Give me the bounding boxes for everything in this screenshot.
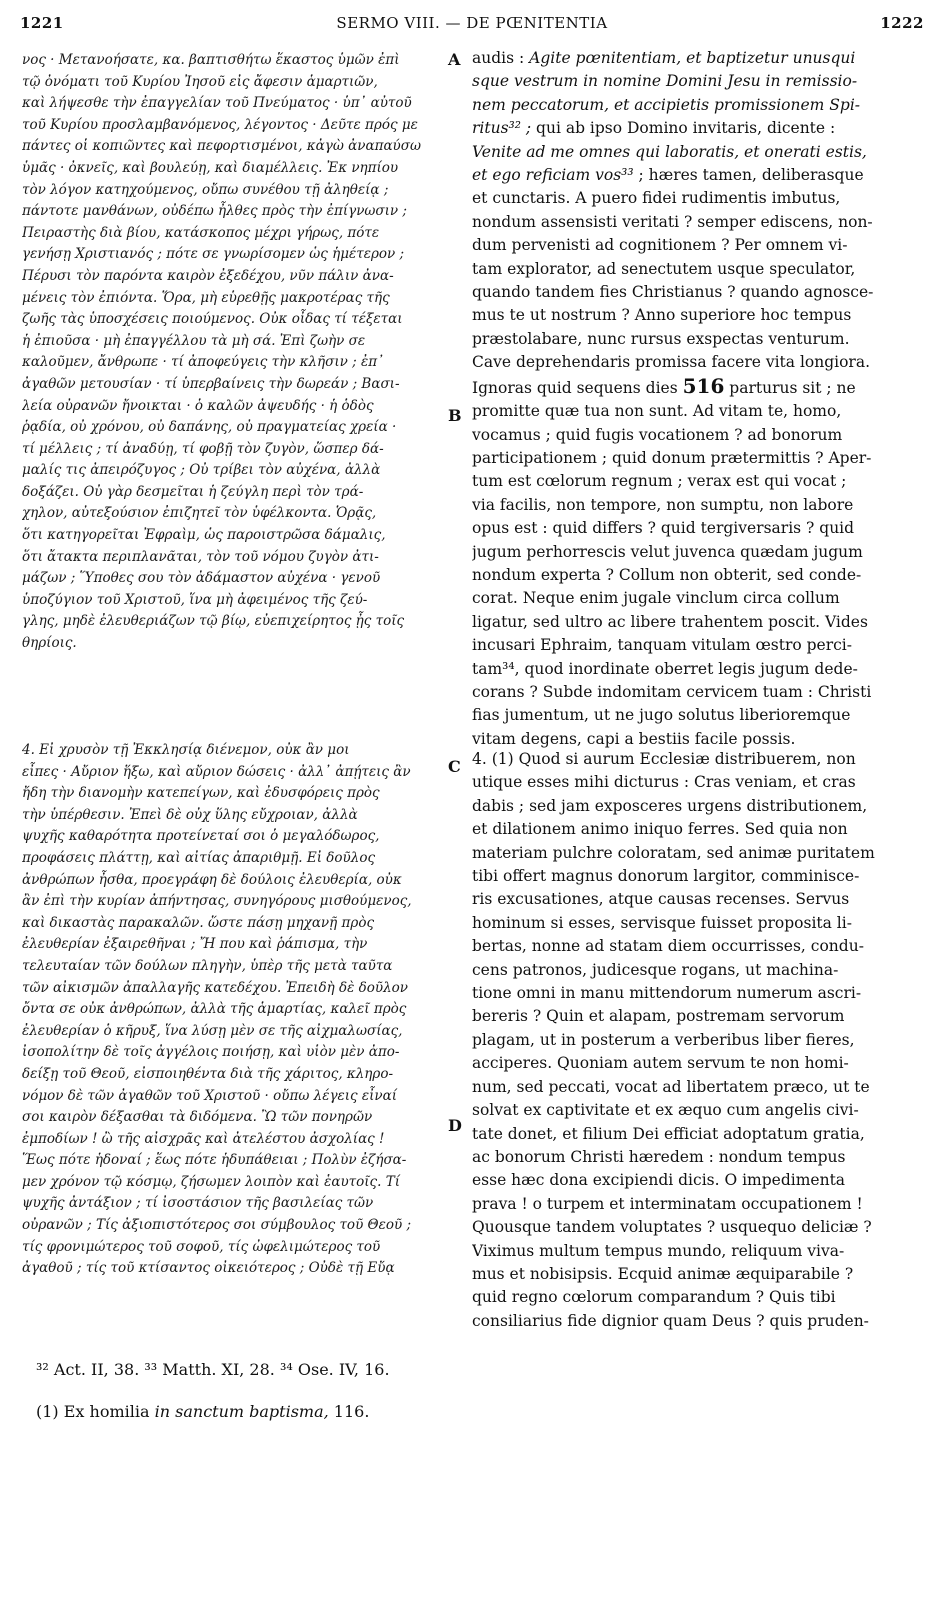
- latin-column-block-2: [472, 748, 910, 1333]
- greek-line: τελευταίαν τῶν δούλων πληγὴν, ὑπὲρ τῆς μετὰ ταῦτα: [22, 957, 393, 974]
- latin-text-segment: Agite pœnitentiam, et baptizetur unusqui: [529, 49, 856, 67]
- greek-line: μένεις τὸν ἐπιόντα. Ὅρα, μὴ εὑρεθῇς μακροτέρας τῆς: [22, 289, 390, 306]
- greek-line: σοι καιρὸν δέξασθαι τὰ διδόμενα. Ὢ τῶν πονηρῶν: [22, 1109, 373, 1126]
- greek-line: τὴν ὑπέρθεσιν. Ἐπεὶ δὲ οὐχ ὕλης εὔχροιαν, ἀλλὰ: [22, 806, 358, 823]
- latin-line: tate donet, et filium Dei efficiat adoptatum gratia,: [472, 1124, 865, 1143]
- latin-column-block-1: [472, 47, 910, 751]
- latin-text-segment: et ego reficiam vos³³: [472, 166, 634, 185]
- greek-line: ἂν ἐπὶ τὴν κυρίαν ἀπήντησας, συνηγόρους μισθούμενος,: [22, 893, 412, 910]
- greek-line: πάντοτε μανθάνων, οὐδέπω ἦλθες πρὸς τὴν ἐπίγνωσιν ;: [22, 203, 407, 220]
- latin-line: 4. (1) Quod si aurum Ecclesiæ distribuerem, non: [472, 750, 856, 768]
- latin-line: [472, 328, 910, 351]
- latin-line: [472, 541, 910, 564]
- greek-line: πάντες οἱ κοπιῶντες καὶ πεφορτισμένοι, κἀγὼ ἀναπαύσω: [22, 138, 421, 155]
- latin-text-segment: audis :: [472, 49, 530, 67]
- greek-line: ψυχῆς ἀντάξιον ; τί ἰσοστάσιον τῆς βασιλείας τῶν: [22, 1195, 374, 1212]
- greek-line: θηρίοις.: [22, 635, 77, 652]
- latin-line: [472, 681, 910, 704]
- page-header: [20, 14, 924, 38]
- greek-line: τῷ ὀνόματι τοῦ Κυρίου Ἰησοῦ εἰς ἄφεσιν ἁμαρτιῶν,: [22, 73, 378, 90]
- latin-line: [472, 611, 910, 634]
- greek-line: ἐμποδίων ! ὢ τῆς αἰσχρᾶς καὶ ἀτελέστου ἀσχολίας !: [22, 1130, 385, 1147]
- latin-line: [472, 117, 910, 140]
- greek-line: ἀγαθῶν μετουσίαν · τί ὑπερβαίνεις τὴν δωρεάν ; Βασι-: [22, 375, 400, 392]
- latin-text-segment: corat. Neque enim jugale vinclum circa collum: [472, 589, 840, 608]
- latin-line: [472, 424, 910, 447]
- greek-line: γενήσῃ Χριστιανός ; πότε σε γνωρίσομεν ὡς ἡμέτερον ;: [22, 246, 405, 263]
- greek-line: ψυχῆς καθαρότητα προτείνεταί σοι ὁ μεγαλόδωρος,: [22, 828, 380, 845]
- latin-line: [472, 70, 910, 93]
- footnote-note-italic: in sanctum baptisma,: [154, 1402, 329, 1421]
- greek-line: μαλίς τις ἀπειρόζυγος ; Οὐ τρίβει τὸν αὐχένα, ἀλλὰ: [22, 462, 381, 479]
- greek-line: ὑποζύγιον τοῦ Χριστοῦ, ἵνα μὴ ἀφειμένος τῆς ζεύ-: [22, 591, 368, 608]
- latin-line: bertas, nonne ad statam diem occurrisses, condu-: [472, 937, 864, 956]
- latin-line: [472, 234, 910, 257]
- latin-text-segment: tum est cœlorum regnum ; verax est qui vocat ;: [472, 472, 847, 491]
- latin-text-segment: jugum perhorrescis velut juvenca quædam jugum: [472, 542, 863, 561]
- latin-line: [472, 517, 910, 540]
- greek-line: δείξῃ τοῦ Θεοῦ, εἰσποιηθέντα διὰ τῆς χάριτος, κληρο-: [22, 1065, 394, 1082]
- latin-line: Quousque tandem voluptates ? usquequo deliciæ ?: [472, 1218, 872, 1237]
- latin-line: [472, 658, 910, 681]
- greek-line: εἶπες · Αὔριον ἥξω, καὶ αὔριον δώσεις · ἀλλ᾽ ἀπῄτεις ἂν: [22, 763, 411, 780]
- greek-column-block-1: [22, 50, 444, 655]
- latin-text-segment: sque vestrum in nomine Domini Jesu in remissio-: [472, 72, 858, 91]
- greek-line: τῶν αἰκισμῶν ἀπαλλαγῆς κατεδέχου. Ἐπειδὴ δὲ δοῦλον: [22, 979, 408, 996]
- latin-line: [472, 587, 910, 610]
- latin-text-segment: nem peccatorum, et accipietis promissionem Spi-: [472, 95, 861, 114]
- latin-line: [472, 375, 910, 400]
- latin-line: hominum si esses, servisque fuisset proposita li-: [472, 913, 852, 932]
- latin-line: [472, 281, 910, 304]
- footnote-note: [36, 1402, 369, 1421]
- latin-line: [472, 447, 910, 470]
- latin-text-segment: ritus³² ;: [472, 119, 532, 138]
- latin-line: solvat ex captivitate et ex æquo cum angelis civi-: [472, 1101, 859, 1120]
- greek-line: ὑμᾶς · ὀκνεῖς, καὶ βουλεύῃ, καὶ διαμέλλεις. Ἐκ νηπίου: [22, 159, 399, 176]
- greek-line: προφάσεις πλάττῃ, καὶ αἰτίας ἀπαριθμῇ. Εἰ δοῦλος: [22, 849, 376, 866]
- latin-line: esse hæc dona excipiendi dicis. O impedimenta: [472, 1171, 846, 1190]
- greek-line: ἡ ἐπιοῦσα · μὴ ἐπαγγέλλου τὰ μὴ σά. Ἐπὶ ζωὴν σε: [22, 332, 366, 349]
- left-page-number: 1221: [20, 14, 64, 32]
- latin-line: [472, 141, 910, 164]
- greek-line: ὄντα σε οὐκ ἀνθρώπων, ἀλλὰ τῆς ἁμαρτίας, καλεῖ πρὸς: [22, 1001, 407, 1018]
- latin-line: [472, 494, 910, 517]
- greek-line: ἤδη τὴν διανομὴν κατεπείγων, καὶ ἐδυσφόρεις πρὸς: [22, 785, 380, 802]
- latin-line: [472, 304, 910, 327]
- greek-line: τίς φρονιμώτερος τοῦ σοφοῦ, τίς ὠφελιμώτερος τοῦ: [22, 1238, 381, 1255]
- latin-line: et dilationem animo iniquo ferres. Sed quia non: [472, 820, 848, 839]
- latin-line: bereris ? Quin et alapam, postremam servorum: [472, 1007, 845, 1026]
- margin-letter-c: C: [448, 757, 461, 776]
- latin-line: quid regno cœlorum comparandum ? Quis tibi: [472, 1288, 836, 1307]
- latin-text-segment: promitte quæ tua non sunt. Ad vitam te, homo,: [472, 402, 842, 421]
- latin-line: prava ! o turpem et interminatam occupationem !: [472, 1194, 863, 1213]
- latin-text-segment: qui ab ipso Domino invitaris, dicente :: [531, 119, 836, 138]
- greek-line: μεν χρόνον τῷ κόσμῳ, ζήσωμεν λοιπὸν καὶ ἑαυτοῖς. Τί: [22, 1173, 400, 1190]
- greek-line: ἐλευθερίαν ἐξαιρεθῆναι ; Ἤ που καὶ ῥάπισμα, τὴν: [22, 936, 368, 953]
- latin-line: utique esses mihi dicturus : Cras veniam, et cras: [472, 773, 856, 792]
- greek-line: δοξάζει. Οὐ γὰρ δεσμεῖται ἡ ζεύγλη περὶ τὸν τρά-: [22, 483, 364, 500]
- latin-line: num, sed peccati, vocat ad libertatem præco, ut te: [472, 1077, 870, 1096]
- greek-line: ὅτι ἄτακτα περιπλανᾶται, τὸν τοῦ νόμου ζυγὸν ἀτι-: [22, 548, 379, 565]
- latin-line: tione omni in manu mittendorum numerum ascri-: [472, 984, 862, 1003]
- greek-line: ἐλευθερίαν ὁ κῆρυξ, ἵνα λύσῃ μὲν σε τῆς αἰχμαλωσίας,: [22, 1022, 403, 1039]
- greek-line: καὶ λήψεσθε τὴν ἐπαγγελίαν τοῦ Πνεύματος · ὑπ᾽ αὐτοῦ: [22, 95, 412, 112]
- latin-text-segment: Venite ad me omnes qui laboratis, et onerati estis,: [472, 142, 867, 161]
- latin-line: mus et nobisipsis. Ecquid animæ æquiparabile ?: [472, 1264, 854, 1283]
- margin-letter-d: D: [448, 1116, 462, 1135]
- latin-line: tibi offert magnus donorum largitor, comminisce-: [472, 867, 860, 886]
- greek-line: ῥᾳδία, οὐ χρόνου, οὐ δαπάνης, οὐ πραγματείας χρεία ·: [22, 419, 397, 436]
- latin-text-segment: participationem ; quid donum prætermittis ? Aper-: [472, 448, 872, 467]
- latin-line: acciperes. Quoniam autem servum te non homi-: [472, 1054, 849, 1073]
- latin-text-segment: nondum experta ? Collum non obterit, sed conde-: [472, 565, 862, 584]
- footnote-references: ³² Act. II, 38. ³³ Matth. XI, 28. ³⁴ Ose. IV, 16.: [36, 1360, 390, 1379]
- greek-line: ὅτι κατηγορεῖται Ἐφραὶμ, ὡς παροιστρῶσα δάμαλις,: [22, 527, 386, 544]
- right-page-number: 1222: [880, 14, 924, 32]
- latin-text-segment: Ignoras quid sequens dies 516 parturus sit ; ne: [472, 374, 856, 398]
- greek-line: ἀγαθοῦ ; τίς τοῦ κτίσαντος οἰκειότερος ; Οὐδὲ τῇ Εὔᾳ: [22, 1260, 395, 1277]
- latin-text-segment: dum pervenisti ad cognitionem ? Per omnem vi-: [472, 236, 848, 255]
- latin-line: Viximus multum tempus mundo, reliquum viva-: [472, 1241, 845, 1260]
- latin-line: materiam pulchre coloratam, sed animæ puritatem: [472, 843, 875, 862]
- latin-line: [472, 704, 910, 727]
- latin-text-segment: ligatur, sed ultro ac libere trahentem poscit. Vides: [472, 612, 868, 631]
- greek-line: ζωῆς τὰς ὑποσχέσεις ποιούμενος. Οὐκ οἶδας τί τέξεται: [22, 311, 403, 328]
- greek-line: τί μέλλεις ; τί ἀναδύῃ, τί φοβῇ τὸν ζυγὸν, ὥσπερ δά-: [22, 440, 384, 457]
- latin-line: [472, 47, 910, 70]
- greek-line: νος · Μετανοήσατε, κα. βαπτισθήτω ἕκαστος ὑμῶν ἐπὶ: [22, 52, 400, 68]
- margin-letter-b: B: [448, 406, 462, 425]
- latin-line: consiliarius fide dignior quam Deus ? quis pruden-: [472, 1311, 869, 1330]
- margin-letter-a: A: [448, 50, 461, 69]
- greek-line: Πειραστὴς διὰ βίου, κατάσκοπος μέχρι γήρως, πότε: [22, 224, 380, 241]
- latin-text-segment: opus est : quid differs ? quid tergiversaris ? quid: [472, 519, 855, 538]
- greek-line: ἀνθρώπων ἦσθα, προεγράφη δὲ δούλοις ἐλευθερία, οὐκ: [22, 871, 402, 888]
- latin-text-segment: fias jumentum, ut ne jugo solutus liberioremque: [472, 706, 851, 725]
- greek-line: καλοῦμεν, ἄνθρωπε · τί ἀποφεύγεις τὴν κλῆσιν ; ἐπ᾽: [22, 354, 384, 371]
- latin-text-segment: corans ? Subde indomitam cervicem tuam : Christi: [472, 682, 872, 701]
- greek-line: Ἕως πότε ἡδοναί ; ἕως πότε ἡδυπάθειαι ; Πολὺν ἐζήσα-: [22, 1152, 407, 1169]
- latin-text-segment: tam³⁴, quod inordinate oberret legis jugum dede-: [472, 659, 858, 678]
- latin-line: [472, 187, 910, 210]
- greek-line: λεία οὐρανῶν ἤνοικται · ὁ καλῶν ἀψευδής · ἡ ὁδὸς: [22, 397, 374, 414]
- latin-line: [472, 470, 910, 493]
- greek-line: οὐρανῶν ; Τίς ἀξιοπιστότερος σοι σύμβουλος τοῦ Θεοῦ ;: [22, 1217, 412, 1234]
- latin-line: [472, 634, 910, 657]
- footnote-note-prefix: (1) Ex homilia: [36, 1402, 155, 1421]
- latin-line: plagam, ut in posterum a verberibus liber fieres,: [472, 1030, 855, 1049]
- greek-line: 4. Εἰ χρυσὸν τῇ Ἐκκλησίᾳ διένεμον, οὐκ ἂν μοι: [22, 742, 350, 758]
- latin-text-segment: mus te ut nostrum ? Anno superiore hoc tempus: [472, 306, 852, 325]
- latin-text-segment: Cave deprehendaris promissa facere vita longiora.: [472, 353, 871, 372]
- greek-column-block-2: [22, 740, 444, 1280]
- latin-text-segment: incusari Ephraim, tanquam vitulam œstro perci-: [472, 636, 852, 655]
- greek-line: καὶ δικαστὰς παρακαλῶν. ὥστε πάσῃ μηχανῇ πρὸς: [22, 914, 375, 931]
- latin-line: [472, 94, 910, 117]
- latin-text-segment: tam explorator, ad senectutem usque speculator,: [472, 259, 856, 278]
- latin-text-segment: vocamus ; quid fugis vocationem ? ad bonorum: [472, 425, 843, 444]
- greek-line: τὸν λόγον κατηχούμενος, οὔπω συνέθου τῇ ἀληθείᾳ ;: [22, 181, 389, 198]
- footnote-note-suffix: 116.: [328, 1402, 370, 1421]
- latin-line: ris excusationes, atque causas recenses. Servus: [472, 890, 850, 909]
- latin-line: [472, 211, 910, 234]
- latin-text-segment: ; hæres tamen, deliberasque: [633, 166, 864, 185]
- greek-line: νόμον δὲ τῶν ἀγαθῶν τοῦ Χριστοῦ · οὔπω λέγεις εἶναί: [22, 1087, 398, 1104]
- greek-line: Πέρυσι τὸν παρόντα καιρὸν ἐξεδέχου, νῦν πάλιν ἀνα-: [22, 267, 394, 284]
- latin-line: [472, 564, 910, 587]
- latin-text-segment: præstolabare, nunc rursus exspectas venturum.: [472, 329, 850, 348]
- greek-line: χηλον, αὐτεξούσιον ἐπιζητεῖ τὸν ὑφέλκοντα. Ὁρᾷς,: [22, 505, 377, 522]
- latin-text-segment: via facilis, non tempore, non sumptu, non labore: [472, 495, 854, 514]
- latin-line: [472, 258, 910, 281]
- greek-line: γλης, μηδὲ ἐλευθεριάζων τῷ βίῳ, εὐεπιχείρητος ᾖς τοῖς: [22, 613, 405, 630]
- greek-line: μάζων ; Ὕποθες σου τὸν ἀδάμαστον αὐχένα · γενοῦ: [22, 570, 381, 587]
- greek-line: ἰσοπολίτην δὲ τοῖς ἀγγέλοις ποιήσῃ, καὶ υἱὸν μὲν ἀπο-: [22, 1044, 400, 1061]
- column-number: 516: [682, 374, 725, 398]
- latin-text-segment: quando tandem fies Christianus ? quando agnosce-: [472, 283, 874, 302]
- running-title: SERMO VIII. — DE PŒNITENTIA: [336, 14, 608, 32]
- latin-text-segment: vitam degens, capi a bestiis facile possis.: [472, 729, 796, 748]
- greek-line: τοῦ Κυρίου προσλαμβανόμενος, λέγοντος · Δεῦτε πρός με: [22, 116, 418, 133]
- latin-line: cens patronos, judicesque rogans, ut machina-: [472, 960, 839, 979]
- latin-text-segment: et cunctaris. A puero fidei rudimentis imbutus,: [472, 189, 841, 208]
- latin-line: ac bonorum Christi hæredem : nondum tempus: [472, 1147, 846, 1166]
- latin-line: [472, 351, 910, 374]
- latin-text-segment: nondum assensisti veritati ? semper ediscens, non-: [472, 212, 873, 231]
- latin-line: dabis ; sed jam exposceres urgens distributionem,: [472, 796, 868, 815]
- latin-line: [472, 400, 910, 423]
- latin-line: [472, 164, 910, 187]
